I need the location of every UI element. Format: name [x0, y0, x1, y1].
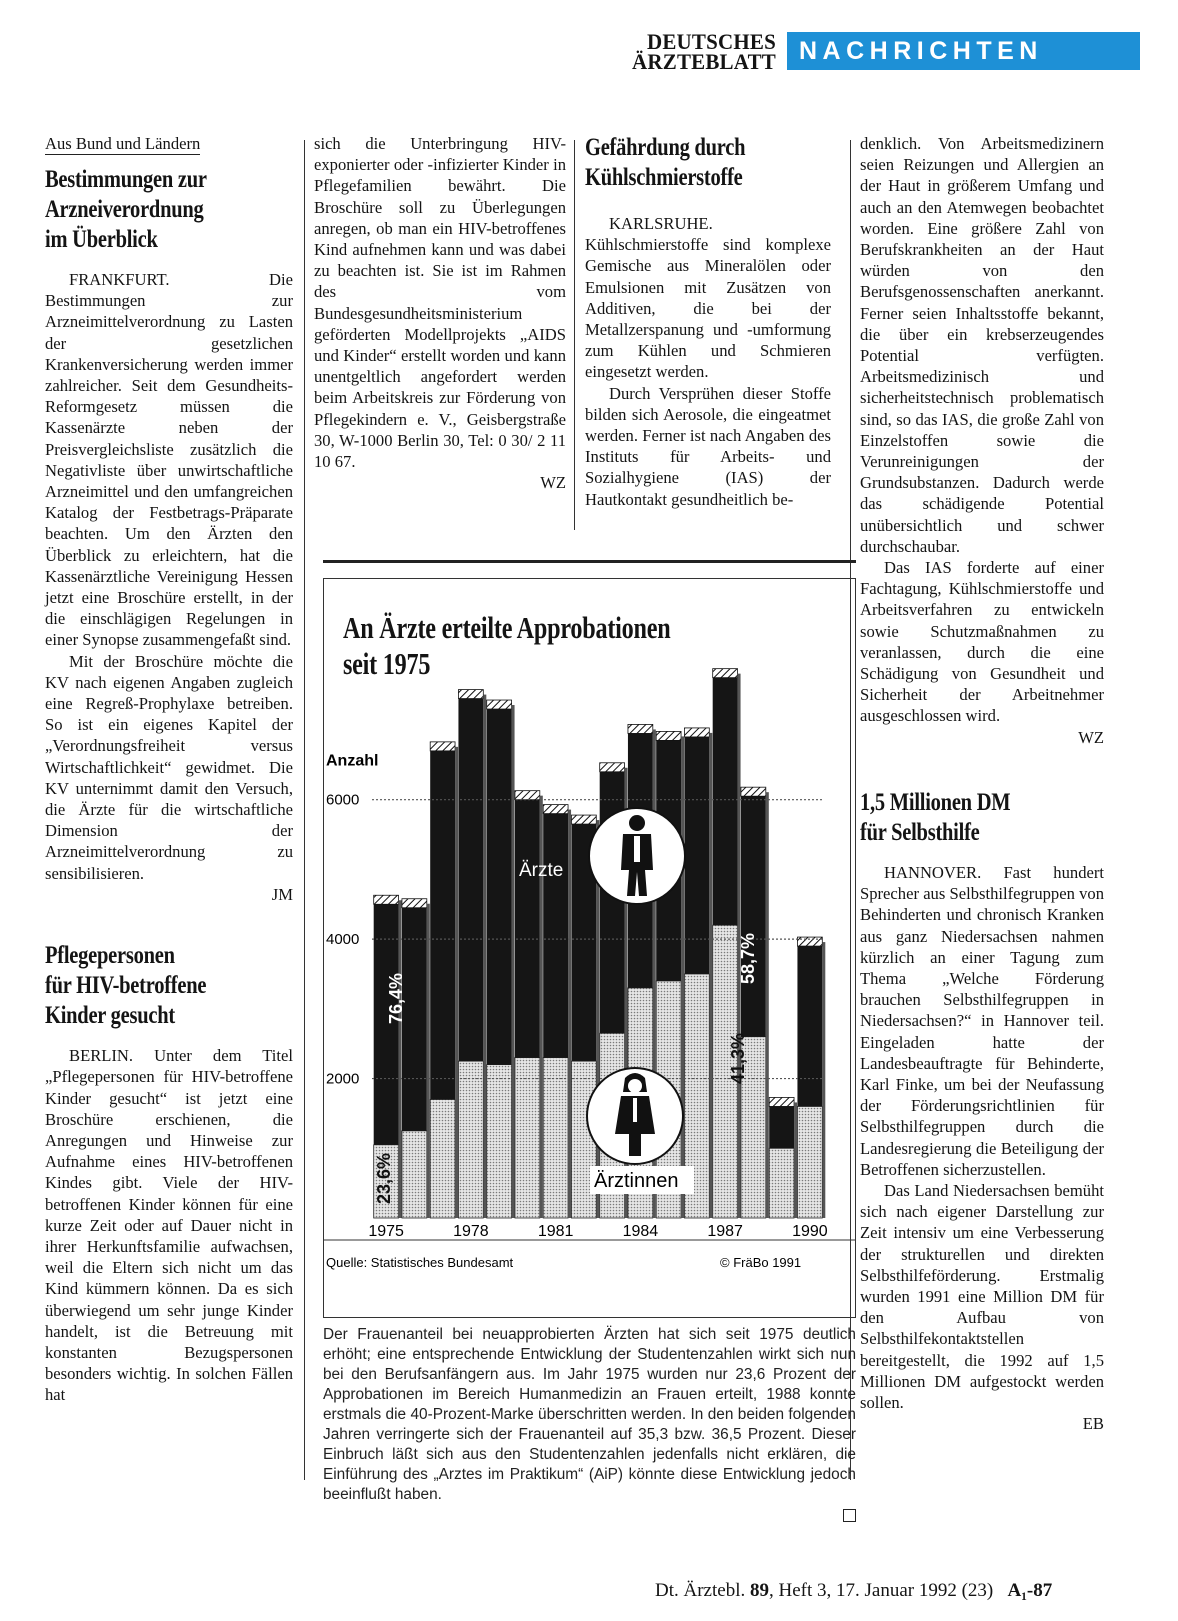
- bar-side-1977: [455, 747, 458, 1218]
- bar-cap-1988: [741, 787, 766, 796]
- male-doctor-icon: [589, 808, 685, 904]
- article-2-signature: WZ: [540, 473, 566, 493]
- article-3-continued: denklich. Von Arbeitsmedizinern seien Reizungen und Allergien an der Haut in größerem Umfang und auch an den Atemwegen beobachtet worden. Eine größere Zahl von Berufskrankheiten an der Haut würden von den Berufsgenossenschaften anerkannt. Ferner seien Inhaltsstoffe bekannt, die über ein krebserzeugendes Potential verfügten. Arbeitsmedizinisch und sicherheitstechnisch problematisch sind, so das IAS, die große Zahl von Einzelstoffen sowie die Verunreinigungen der Grundsubstanzen. Dadurch werde das schädigende Potential unübersichtlich und schwer durchschaubar.: [860, 134, 1104, 556]
- article-3-headline: Gefährdung durch Kühlschmierstoffe: [585, 134, 746, 191]
- bar-cap-1980: [515, 791, 540, 800]
- bar-cap-1986: [684, 728, 709, 737]
- bar-cap-1981: [543, 805, 568, 814]
- article-4-headline: 1,5 Millionen DM für Selbsthilfe: [860, 788, 1011, 846]
- annotation-1975-male-share: 76,4%: [386, 972, 406, 1024]
- bar-aerztinnen-1977: [430, 1099, 455, 1218]
- article-4-signature: EB: [1082, 1414, 1104, 1434]
- article-1-headline: Bestimmungen zur Arzneiverordnung im Überblick: [45, 166, 207, 253]
- annotation-1975-female-share: 23,6%: [374, 1152, 394, 1204]
- logo-line-2: ÄRZTEBLATT: [632, 48, 776, 75]
- bar-cap-1983: [600, 763, 625, 772]
- bar-aerztinnen-1989: [769, 1148, 794, 1218]
- bar-aerztinnen-1980: [515, 1058, 540, 1218]
- bar-side-1988: [766, 792, 769, 1218]
- bar-aerzte-1989: [769, 1106, 794, 1148]
- y-tick-label: 4000: [326, 931, 360, 949]
- bar-aerzte-1986: [684, 737, 709, 974]
- bar-side-1978: [483, 695, 486, 1218]
- bar-cap-1977: [430, 742, 455, 751]
- x-tick-label: 1978: [453, 1223, 489, 1240]
- chart-source: Quelle: Statistisches Bundesamt: [326, 1255, 514, 1270]
- column-rule: [304, 140, 305, 1480]
- series-label-aerztinnen: Ärztinnen: [594, 1170, 679, 1192]
- bar-aerzte-1977: [430, 751, 455, 1100]
- bar-cap-1975: [374, 895, 399, 904]
- chart-caption: Der Frauenanteil bei neuapprobierten Ärzten hat sich seit 1975 deutlich erhöht; eine entsprechende Entwicklung der Studentenzahlen wirkt sich nun bei den Berufsanfängern aus. Im Jahr 1975 wurden nur 23,6 Prozent der Approbationen im Bereich Humanmedizin an Frauen erteilt, 1988 konnte erstmals die 40-Prozent-Marke überschritten werden. In den beiden folgenden Jahren verringerte sich der Frauenanteil auf 35,3 bzw. 36,5 Prozent. Dieser Einbruch läßt sich aus den Studentenzahlen jedenfalls nicht erklären, die Einführung des „Arztes im Praktikum“ (AiP) könnte diese Entwicklung jedoch beeinflußt haben.: [323, 1325, 856, 1522]
- bar-side-1986: [709, 733, 712, 1218]
- chart-title: An Ärzte erteilte Approbationen seit 1975: [343, 610, 671, 681]
- bar-side-1976: [427, 904, 430, 1218]
- x-tick-label: 1987: [707, 1223, 743, 1240]
- column-rule: [574, 140, 575, 530]
- bar-cap-1990: [797, 937, 822, 946]
- x-tick-label: 1990: [792, 1223, 828, 1240]
- bar-aerzte-1981: [543, 814, 568, 1058]
- bar-aerzte-1990: [797, 946, 822, 1106]
- annotation-1988-male-share: 58,7%: [738, 932, 758, 984]
- column-4: [860, 133, 1104, 1434]
- rubric: Aus Bund und Ländern: [45, 134, 201, 153]
- x-tick-label: 1984: [622, 1223, 659, 1240]
- end-of-article-box-icon: [843, 1509, 856, 1522]
- female-doctor-icon: [587, 1068, 683, 1164]
- annotation-1988-female-share: 41,3%: [728, 1032, 748, 1084]
- bar-cap-1985: [656, 731, 681, 740]
- bar-side-1981: [568, 810, 571, 1218]
- bar-cap-1982: [571, 815, 596, 824]
- bar-cap-1984: [628, 724, 653, 733]
- bar-side-1975: [399, 900, 402, 1218]
- bar-aerzte-1978: [458, 699, 483, 1062]
- bar-aerztinnen-1990: [797, 1106, 822, 1218]
- article-3-signature: WZ: [1078, 727, 1104, 747]
- section-banner: NACHRICHTEN: [787, 32, 1140, 70]
- article-2-paragraph: BERLIN. Unter dem Titel „Pflegepersonen für HIV-betroffene Kinder gesucht“ ist jetzt eine Broschüre erschienen, die Anregungen und Hinweise zur Aufnahme eines HIV-betroffenen Kindes gibt. Viele der HIV-betroffenen Kinder können für eine kurze Zeit oder auf Dauer nicht in ihrer Herkunftsfamilie aufwachsen, weil die Eltern sich nicht um das Kind kümmern können. Da es sich überwiegend um sehr junge Kinder handelt, ist die Betreuung mit konstanten Bezugspersonen besonders wichtig. In solchen Fällen hat: [45, 1046, 293, 1405]
- bar-cap-1976: [402, 899, 427, 908]
- article-2-headline: Pflegepersonen für HIV-betroffene Kinder gesucht: [45, 942, 207, 1030]
- approbation-chart: [324, 579, 855, 1317]
- x-tick-label: 1981: [537, 1223, 574, 1240]
- column-1: [45, 133, 293, 1406]
- article-3-paragraph: Das IAS forderte auf einer Fachtagung, Kühlschmierstoffe und Arbeitsverfahren zu entwickeln sowie Schutzmaßnahmen zu veranlassen, durch die eine Schädigung von Gesundheit und Sicherheit der Arbeitnehmer ausgeschlossen wird.: [860, 558, 1104, 726]
- chart-credit: © FräBo 1991: [720, 1255, 802, 1270]
- bar-aerzte-1979: [487, 709, 512, 1065]
- bar-aerztinnen-1976: [402, 1131, 427, 1218]
- bar-cap-1978: [458, 690, 483, 699]
- article-1-paragraph: Mit der Broschüre möchte die KV nach eigenen Angaben zugleich eine Regreß-Prophylaxe betreiben. So ist ein eigenes Kapitel der „Verordnungsfreiheit versus Wirtschaftlichkeit“ gewidmet. Die KV unternimmt damit den Versuch, die Ärzte für die wirtschaftliche Dimension der Arzneimittelverordnung zu sensibilisieren.: [45, 651, 293, 883]
- bar-side-1989: [794, 1102, 797, 1218]
- article-4-paragraph: HANNOVER. Fast hundert Sprecher aus Selbsthilfegruppen von Behinderten und chronisch Kranken aus ganz Niedersachsen nahmen kürzlich an einer Tagung zum Thema „Welche Förderung brauchen Selbsthilfegruppen in Niedersachsen?“ in Hannover teil. Eingeladen hatte der Landesbeauftragte für Behinderte, Karl Finke, um bei der Neufassung der Förderungsrichtlinien für Selbsthilfegruppen durch die Landesregierung die Beteiligung der Betroffenen sicherzustellen.: [860, 862, 1104, 1179]
- article-1-signature: JM: [271, 884, 293, 904]
- bar-side-1990: [822, 942, 825, 1218]
- bar-cap-1979: [487, 700, 512, 709]
- bar-aerztinnen-1981: [543, 1058, 568, 1218]
- series-label-aerzte: Ärzte: [519, 860, 564, 881]
- logo-line-1: DEUTSCHES: [646, 28, 776, 55]
- y-tick-label: 6000: [326, 791, 360, 809]
- article-1-paragraph: FRANKFURT. Die Bestimmungen zur Arzneimittelverordnung zu Lasten der gesetzlichen Krankenversicherung werden immer zahlreicher. Seit dem Gesundheits-Reformgesetz müssen die Kassenärzte neben der Preisvergleichsliste zusätzlich die Negativliste über unwirtschaftliche Arzneimittel und den umfangreichen Katalog der Festbetrags-Präparate beachten. Um den Ärzten den Überblick zu erleichtern, hat die Kassenärztliche Vereinigung Hessen jetzt eine Broschüre erstellt, in der die einschlägigen Regelungen in einer Synopse zusammengefaßt sind.: [45, 270, 293, 650]
- bar-aerztinnen-1979: [487, 1065, 512, 1218]
- bar-side-1985: [681, 736, 684, 1218]
- chart-top-rule: [323, 560, 856, 563]
- article-4-paragraph: Das Land Niedersachsen bemüht sich nach eigener Darstellung zur Zeit intensiv um eine Verbesserung der strukturellen und direkten Selbsthilfeförderung. Erstmalig wurden 1991 eine Million DM für den Aufbau von Selbsthilfekontaktstellen bereitgestellt, die 1992 auf 1,5 Millionen DM aufgestockt werden sollen.: [860, 1180, 1104, 1412]
- column-3: [585, 133, 831, 510]
- bar-cap-1987: [713, 669, 738, 678]
- article-2-continued: sich die Unterbringung HIV-exponierter oder -infizierter Kinder in Pflegefamilien bewährt. Die Broschüre soll zu Überlegungen anregen, ob man ein HIV-betroffenes Kind aufnehmen kann und was dabei zu beachten ist. Sie ist im Rahmen des vom Bundesgesundheitsministerium geförderten Modellprojekts „AIDS und Kinder“ erstellt worden und kann unentgeltlich angefordert werden beim Arbeitskreis zur Förderung von Pflegekindern e. V., Geisbergstraße 30, W-1000 Berlin 30, Tel: 0 30/ 2 11 10 67.: [314, 134, 566, 472]
- bar-side-1979: [512, 705, 515, 1218]
- article-3-paragraph: KARLSRUHE. Kühlschmierstoffe sind komplexe Gemische aus Mineralölen oder Emulsionen mit Zusätzen von Additiven, die bei der Metallzerspanung und -umformung zum Kühlen und Schmieren eingesetzt werden.: [585, 214, 831, 382]
- bar-aerzte-1987: [713, 678, 738, 926]
- bar-aerzte-1988: [741, 796, 766, 1037]
- bar-aerztinnen-1978: [458, 1061, 483, 1218]
- article-3-paragraph: Durch Versprühen dieser Stoffe bilden sich Aerosole, die eingeatmet werden. Ferner ist nach Angaben des Instituts für Arbeits- und Sozialhygiene (IAS) der Hautkontakt gesundheitlich be-: [585, 383, 831, 509]
- journal-logo: [608, 28, 776, 75]
- y-tick-label: 2000: [326, 1070, 360, 1088]
- page-footer: Dt. Ärztebl. 89, Heft 3, 17. Januar 1992 (23) A₁-87: [655, 1580, 1053, 1601]
- bar-cap-1989: [769, 1097, 794, 1106]
- y-axis-label: Anzahl: [326, 752, 379, 770]
- column-2: [314, 133, 566, 493]
- bar-aerzte-1980: [515, 800, 540, 1058]
- x-tick-label: 1975: [368, 1223, 404, 1240]
